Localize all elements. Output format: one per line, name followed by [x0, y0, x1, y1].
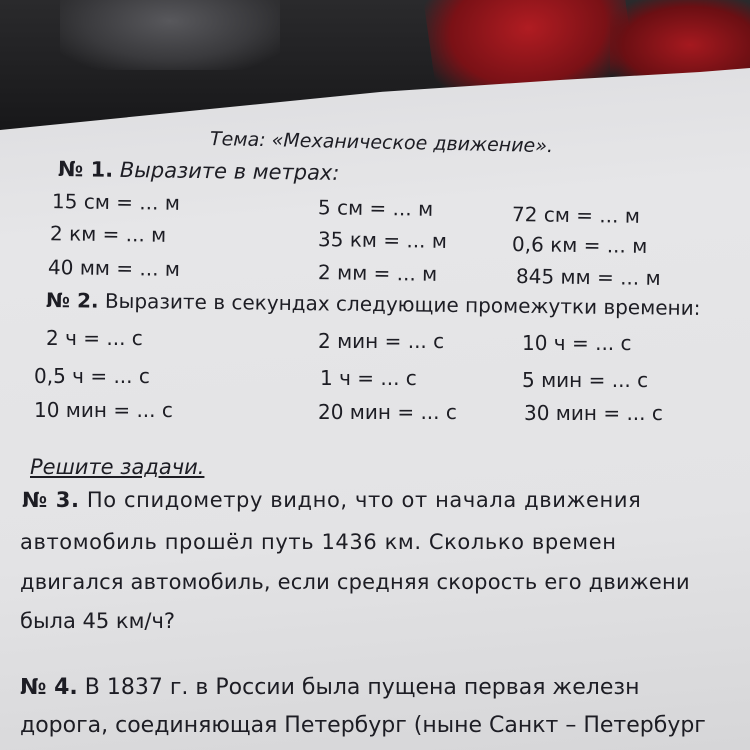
task4-text: В 1837 г. в России была пущена первая железн	[84, 675, 640, 700]
task3-line: была 45 км/ч?	[20, 609, 176, 633]
task2-item: 30 мин = ... с	[524, 401, 663, 425]
task3-text: По спидометру видно, что от начала движения	[86, 488, 642, 512]
task1-item: 5 см = ... м	[317, 195, 434, 221]
task3-number: № 3.	[22, 488, 80, 512]
task1-heading	[58, 157, 340, 185]
task2-item: 1 ч = ... с	[320, 366, 417, 390]
task1-item: 72 см = ... м	[511, 202, 641, 228]
task1-item: 40 мм = ... м	[47, 255, 181, 281]
task2-item: 5 мин = ... с	[522, 368, 649, 392]
task2-item: 10 ч = ... с	[522, 331, 632, 355]
task4-number: № 4.	[20, 675, 78, 700]
task2-item: 10 мин = ... с	[34, 398, 173, 422]
task2-item: 2 ч = ... с	[46, 326, 143, 350]
task4-line	[20, 675, 639, 700]
background-object-grey	[60, 0, 280, 70]
task1-item: 845 мм = ... м	[515, 263, 661, 291]
task1-item: 2 мм = ... м	[317, 260, 438, 286]
task2-item: 2 мин = ... с	[318, 329, 445, 353]
task1-item: 15 см = ... м	[51, 189, 181, 215]
task2-title: Выразите в секундах следующие промежутки времени:	[104, 288, 701, 320]
section-heading: Решите задачи.	[30, 455, 205, 479]
task2-item: 0,5 ч = ... с	[34, 364, 150, 388]
topic-title: Тема: «Механическое движение».	[209, 128, 554, 158]
task4-line: дорога, соединяющая Петербург (ныне Санкт – Петербург	[20, 713, 706, 738]
task3-line	[22, 488, 641, 512]
task1-item: 2 км = ... м	[49, 221, 167, 247]
task1-item: 35 км = ... м	[317, 227, 448, 253]
task3-line: автомобиль прошёл путь 1436 км. Сколько времен	[20, 530, 617, 554]
task2-item: 20 мин = ... с	[318, 400, 457, 424]
task3-line: двигался автомобиль, если средняя скорость его движени	[20, 570, 690, 594]
task1-title: Выразите в метрах:	[119, 157, 340, 185]
task1-number: № 1.	[57, 157, 114, 182]
task2-number: № 2.	[45, 288, 99, 313]
task1-item: 0,6 км = ... м	[511, 232, 648, 258]
